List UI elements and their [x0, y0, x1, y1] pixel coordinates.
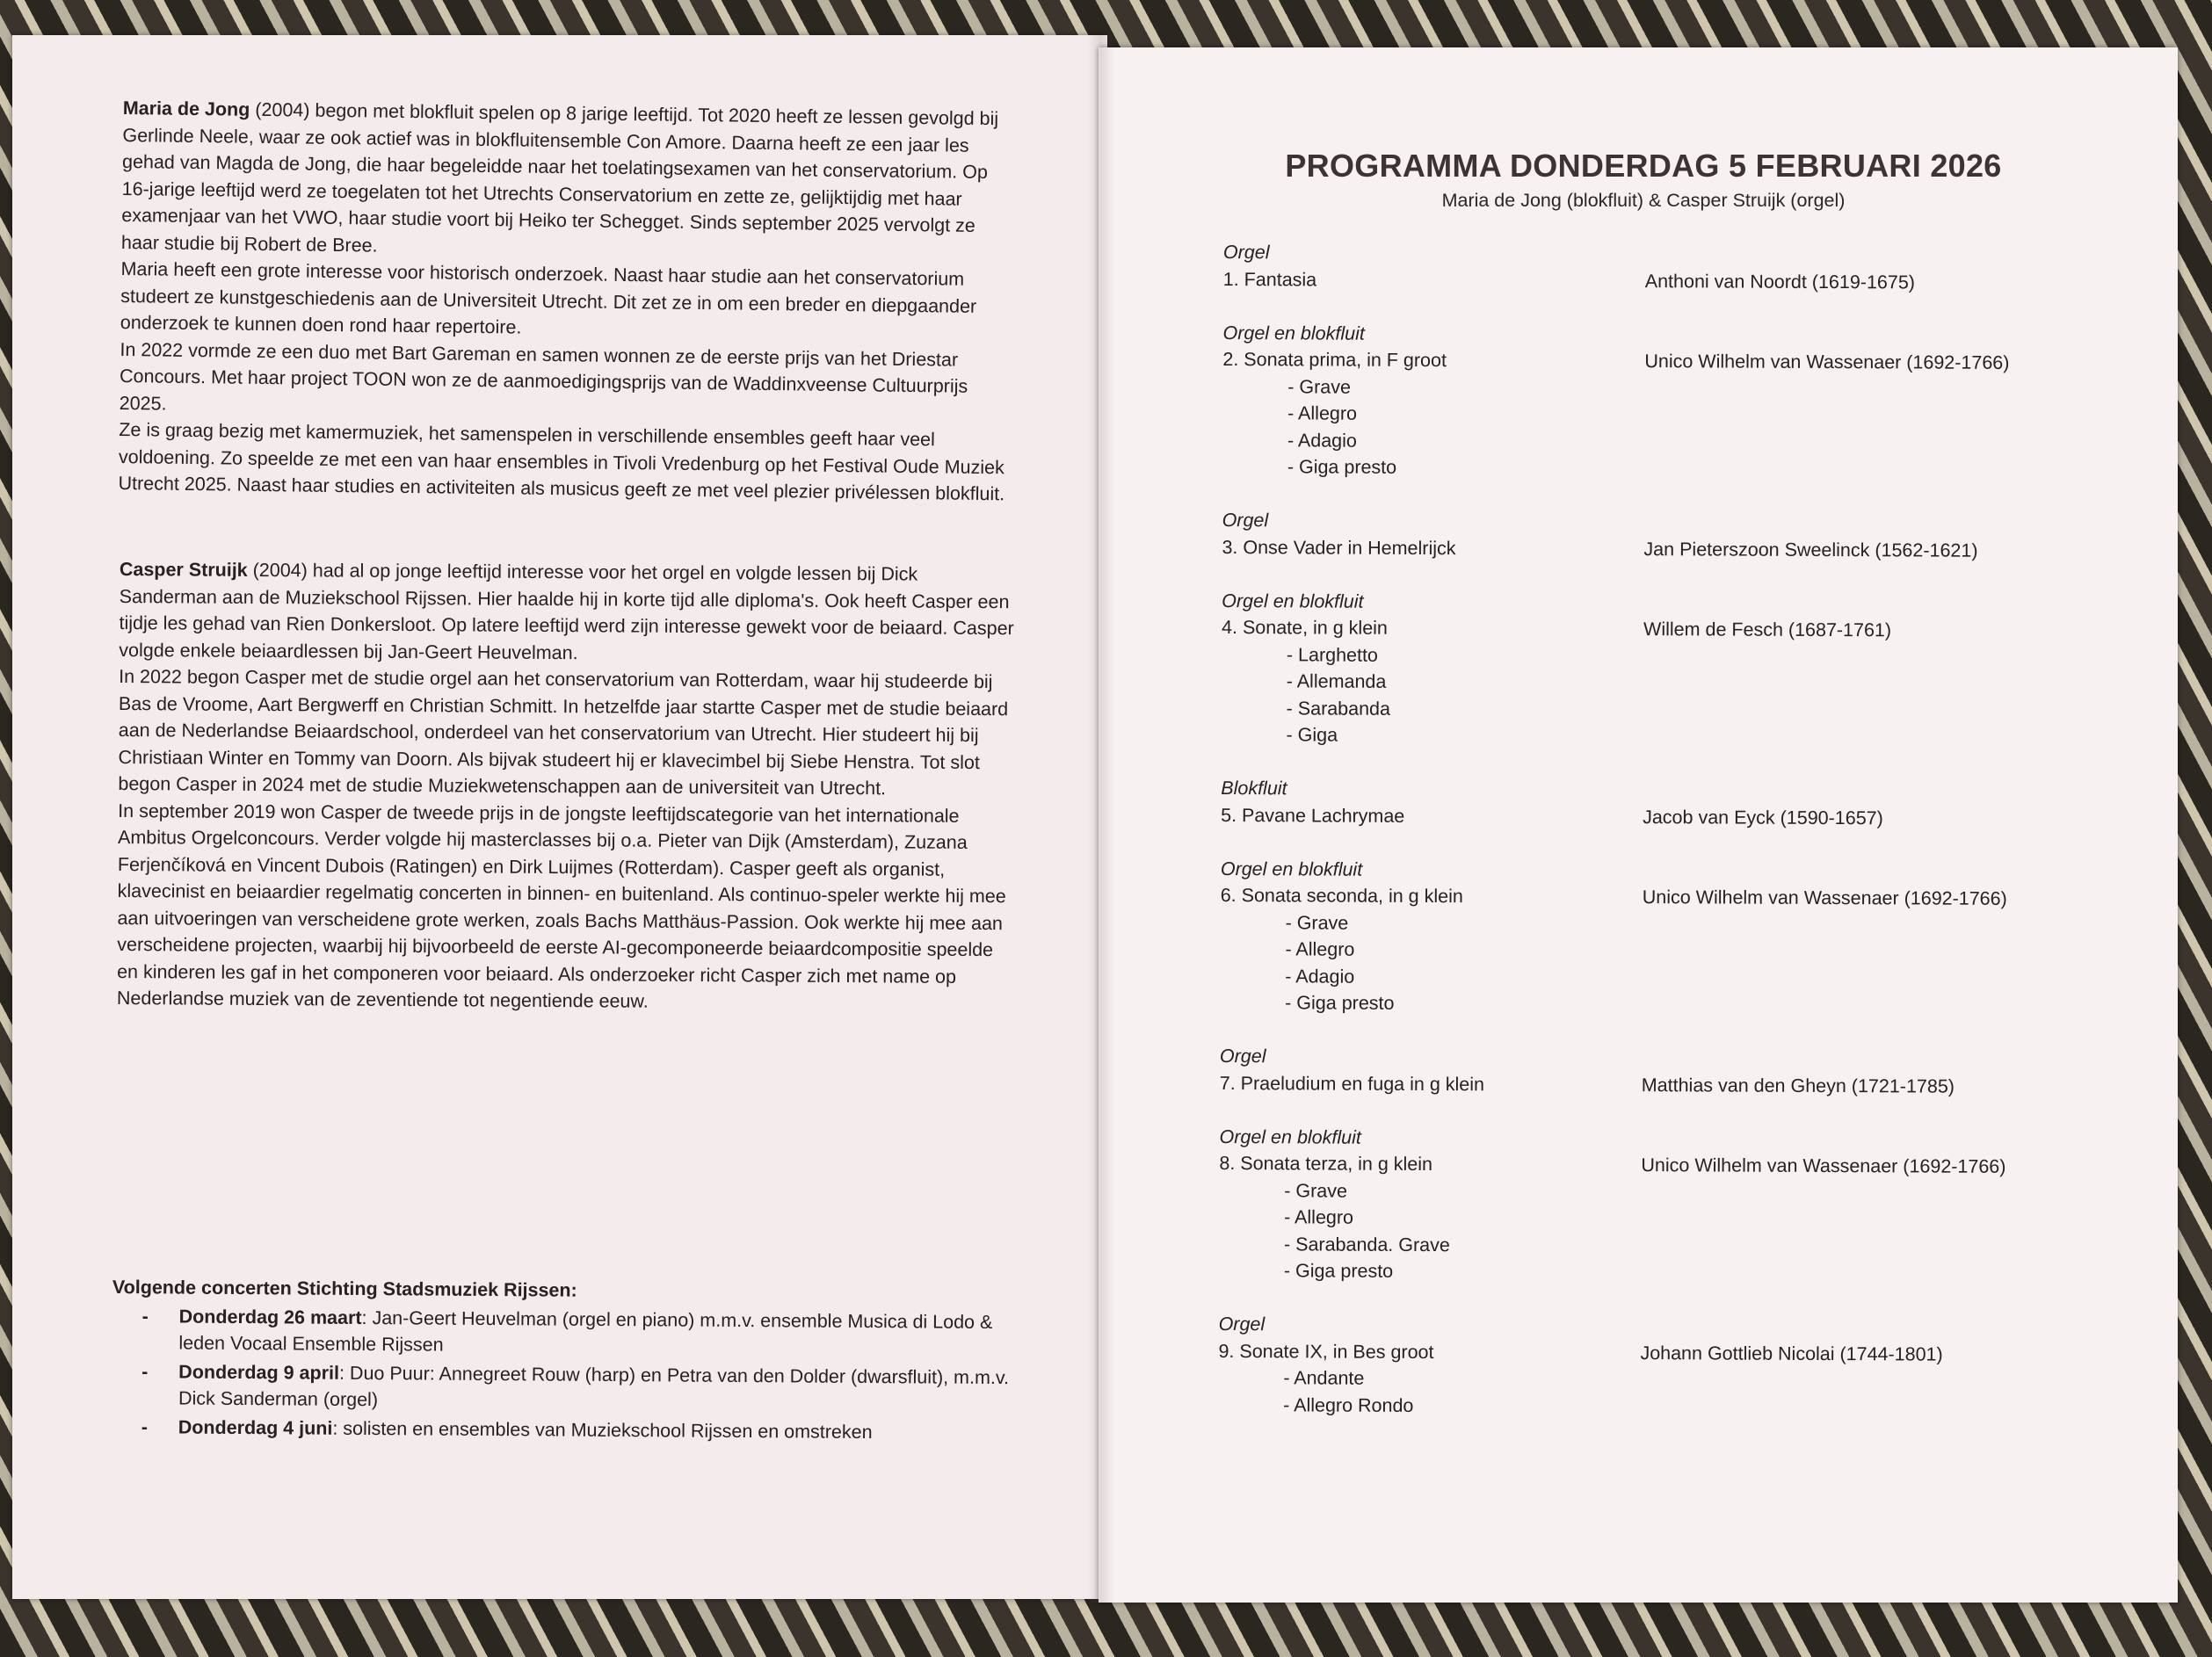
program-composer: Willem de Fesch (1687-1761) — [1643, 619, 1892, 641]
program-movement: - Adagio — [1285, 965, 1355, 988]
concert-date: Donderdag 26 maart — [178, 1306, 362, 1328]
program-instrument: Orgel en blokfluit — [1220, 857, 1363, 880]
program-composer: Unico Wilhelm van Wassenaer (1692-1766) — [1644, 351, 2010, 373]
program-movement: - Allegro — [1285, 938, 1355, 960]
program-movement: - Grave — [1287, 375, 1352, 398]
program-title: PROGRAMMA DONDERDAG 5 FEBRUARI 2026 — [1285, 148, 2002, 184]
concert-description: : Jan-Geert Heuvelman (orgel en piano) m.m.v. ensemble Musica di Lodo & leden Vocaal Ensemble Rijssen — [178, 1306, 993, 1356]
bio-maria-paragraph: In 2022 vormde ze een duo met Bart Gareman en samen wonnen ze de eerste prijs van het Driestar Concours. Met haar project TOON won ze de aanmoedigingsprijs van de Waddinxveense Cultuurprijs 2025. — [119, 338, 968, 415]
next-concerts — [112, 1274, 1044, 1448]
program-row — [1222, 346, 2101, 377]
program-item — [1220, 855, 2100, 1019]
bio-maria — [118, 95, 1019, 508]
program-row — [1222, 614, 2100, 645]
program-instrument: Orgel — [1222, 509, 1269, 532]
program-movement: - Allegro Rondo — [1283, 1393, 1414, 1416]
program-movement: - Adagio — [1287, 429, 1357, 452]
program-row — [1221, 882, 2100, 913]
program-movement: - Sarabanda. Grave — [1283, 1233, 1450, 1255]
concert-date: Donderdag 9 april — [178, 1361, 340, 1384]
program-item — [1221, 587, 2100, 751]
program-instrument: Orgel — [1219, 1045, 1266, 1067]
bio-casper — [117, 556, 1016, 1017]
program-instrument: Orgel en blokfluit — [1222, 322, 1365, 344]
bio-casper-paragraph: In september 2019 won Casper de tweede prijs in de jongste leeftijdscategorie van het internationale Ambitus Orgelconcours. Verder volgde hij masterclasses bij o.a. Pieter van Dijk (Amsterdam), Zuzana Ferjenčíková en Vincent Dubois (Ratingen) en Dirk Luijmes (Rotterdam). Casper geeft als organist, klavecinist en beiaardier regelmatig concerten in binnen- en buitenland. Als continuo-speler werkte hij mee aan uitvoeringen van verscheidene grote werken, zoals Bachs Matthäus-Passion. Ook werkte hij mee aan verscheidene projecten, waarbij hij bijvoorbeeld de eerste AI-gecomponeerde beiaardcompositie speelde en kinderen les gaf in het componeren voor beiaard. Als onderzoeker richt Casper zich met name op Nederlandse muziek van de zeventiende tot negentiende eeuw. — [116, 800, 1006, 1012]
program-movement: - Giga presto — [1283, 1260, 1394, 1282]
program-piece: 2. Sonata prima, in F groot — [1222, 348, 1447, 372]
concert-description: : Duo Puur: Annegreet Rouw (harp) en Petra van den Dolder (dwarsfluit), m.m.v. Dick Sanderman (orgel) — [178, 1362, 1010, 1411]
program-movement: - Sarabanda — [1286, 697, 1391, 720]
program-item — [1223, 239, 2102, 296]
program-row — [1220, 1069, 2099, 1100]
program-movement: - Allegro — [1284, 1206, 1354, 1228]
program-row — [1223, 265, 2102, 296]
program-instrument: Orgel en blokfluit — [1222, 590, 1364, 612]
concert-date: Donderdag 4 juni — [178, 1416, 333, 1439]
bullet-dash: - — [141, 1415, 149, 1437]
program-movement: - Grave — [1284, 1179, 1348, 1202]
next-concerts-title: Volgende concerten Stichting Stadsmuziek Rijssen: — [112, 1276, 577, 1301]
program-item — [1222, 319, 2102, 483]
bio-casper-name: Casper Struijk — [119, 558, 248, 581]
program-movement: - Giga presto — [1285, 992, 1395, 1014]
program-row — [1218, 1337, 2097, 1368]
program-subtitle: Maria de Jong (blokfluit) & Casper Struijk (orgel) — [1441, 190, 1846, 211]
program-movement: - Allegro — [1287, 402, 1358, 424]
concert-description: : solisten en ensembles van Muziekschool Rijssen en omstreken — [332, 1417, 873, 1443]
bullet-dash: - — [141, 1360, 149, 1382]
program-list — [1218, 239, 2102, 1449]
program-composer: Jan Pieterszoon Sweelinck (1562-1621) — [1643, 538, 1978, 561]
program-piece: 9. Sonate IX, in Bes groot — [1218, 1340, 1434, 1363]
program-movement: - Allemanda — [1286, 670, 1387, 692]
bio-maria-text: (2004) begon met blokfluit spelen op 8 jarige leeftijd. Tot 2020 heeft ze lessen gevolgd bij Gerlinde Neele, waar ze ook actief was in blokfluitensemble Con Amore. Daarna heeft ze een jaar les gehad van Magda de Jong, die haar begeleidde naar het toelatingsexamen van het conservatorium. Op 16-jarige leeftijd werd ze toegelaten tot het Utrechts Conservatorium en zette ze, gelijktijdig met haar examenjaar van het VWO, haar studie voort bij Heiko ter Schegget. Sinds september 2025 vervolgt ze haar studie bij Robert de Bree. — [120, 98, 999, 257]
program-composer: Unico Wilhelm van Wassenaer (1692-1766) — [1642, 886, 2007, 909]
bio-maria-paragraph: Maria heeft een grote interesse voor historisch onderzoek. Naast haar studie aan het conservatorium studeert ze kunstgeschiedenis aan de Universiteit Utrecht. Dit zet ze in om een breder en diepgaander onderzoek te kunnen doen rond haar repertoire. — [120, 257, 977, 338]
program-item — [1220, 1043, 2099, 1100]
program-composer: Unico Wilhelm van Wassenaer (1692-1766) — [1641, 1154, 2006, 1177]
program-item — [1221, 775, 2100, 832]
program-composer: Jacob van Eyck (1590-1657) — [1643, 806, 1883, 828]
program-movement: - Giga — [1286, 724, 1338, 746]
next-concert-item — [112, 1302, 1043, 1362]
program-piece: 5. Pavane Lachrymae — [1221, 804, 1405, 827]
program-movement: - Giga presto — [1287, 456, 1397, 478]
program-item — [1219, 1123, 2099, 1287]
program-item — [1222, 507, 2100, 564]
program-row — [1221, 801, 2100, 832]
program-movement: - Larghetto — [1286, 643, 1378, 666]
bullet-dash: - — [141, 1305, 149, 1327]
program-piece: 3. Onse Vader in Hemelrijck — [1222, 536, 1456, 559]
next-concert-item — [112, 1413, 1043, 1446]
program-composer: Anthoni van Noordt (1619-1675) — [1644, 270, 1916, 293]
program-piece: 4. Sonate, in g klein — [1222, 616, 1388, 639]
program-composer: Matthias van den Gheyn (1721-1785) — [1641, 1074, 1955, 1097]
bio-maria-intro — [121, 95, 1019, 266]
next-concerts-list — [112, 1302, 1044, 1446]
program-row — [1222, 533, 2100, 564]
bio-maria-name: Maria de Jong — [122, 97, 250, 120]
program-movement: - Andante — [1283, 1367, 1365, 1389]
next-concert-item — [112, 1357, 1043, 1417]
program-item — [1218, 1311, 2098, 1422]
bio-casper-paragraph: In 2022 begon Casper met de studie orgel aan het conservatorium van Rotterdam, waar hij studeerde bij Bas de Vroome, Aart Bergwerff en Christian Schmitt. In hetzelfde jaar startte Casper met de studie beiaard aan de Nederlandse Beiaardschool, onderdeel van het conservatorium van Utrecht. Hier studeert hij bij Christiaan Winter en Tommy van Doorn. Als bijvak studeert hij er klavecimbel bij Siebe Henstra. Tot slot begon Casper in 2024 met de studie Muziekwetenschappen aan de universiteit van Utrecht. — [118, 665, 1009, 800]
program-piece: 6. Sonata seconda, in g klein — [1220, 884, 1463, 908]
program-piece: 1. Fantasia — [1222, 268, 1317, 290]
bio-maria-paragraph: Ze is graag bezig met kamermuziek, het samenspelen in verschillende ensembles geeft haar veel voldoening. Zo speelde ze met een van haar ensembles in Tivoli Vredenburg op het Festival Oude Muziek Utrecht 2025. Naast haar studies en activiteiten als musicus geeft ze met veel plezier privélessen blokfluit. — [118, 418, 1005, 505]
bio-casper-text: (2004) had al op jonge leeftijd interesse voor het orgel en volgde lessen bij Dick Sanderman aan de Muziekschool Rijssen. Hier haalde hij in korte tijd alle diploma's. Ook heeft Casper een tijdje les gehad van Rien Donkersloot. Op latere leeftijd werd zijn interesse gewekt voor de beiaard. Casper volgde enkele beiaardlessen bij Jan-Geert Heuvelman. — [119, 559, 1014, 663]
program-instrument: Orgel en blokfluit — [1219, 1125, 1361, 1148]
program-movement: - Grave — [1285, 911, 1349, 934]
program-piece: 7. Praeludium en fuga in g klein — [1219, 1072, 1485, 1095]
bio-casper-intro — [119, 556, 1016, 669]
program-composer: Johann Gottlieb Nicolai (1744-1801) — [1640, 1342, 1943, 1365]
program-row — [1219, 1150, 2098, 1181]
program-instrument: Orgel — [1218, 1313, 1266, 1335]
program-instrument: Orgel — [1222, 241, 1270, 264]
program-piece: 8. Sonata terza, in g klein — [1219, 1152, 1433, 1176]
booklet-fold — [1088, 35, 1114, 1603]
program-instrument: Blokfluit — [1221, 777, 1287, 800]
